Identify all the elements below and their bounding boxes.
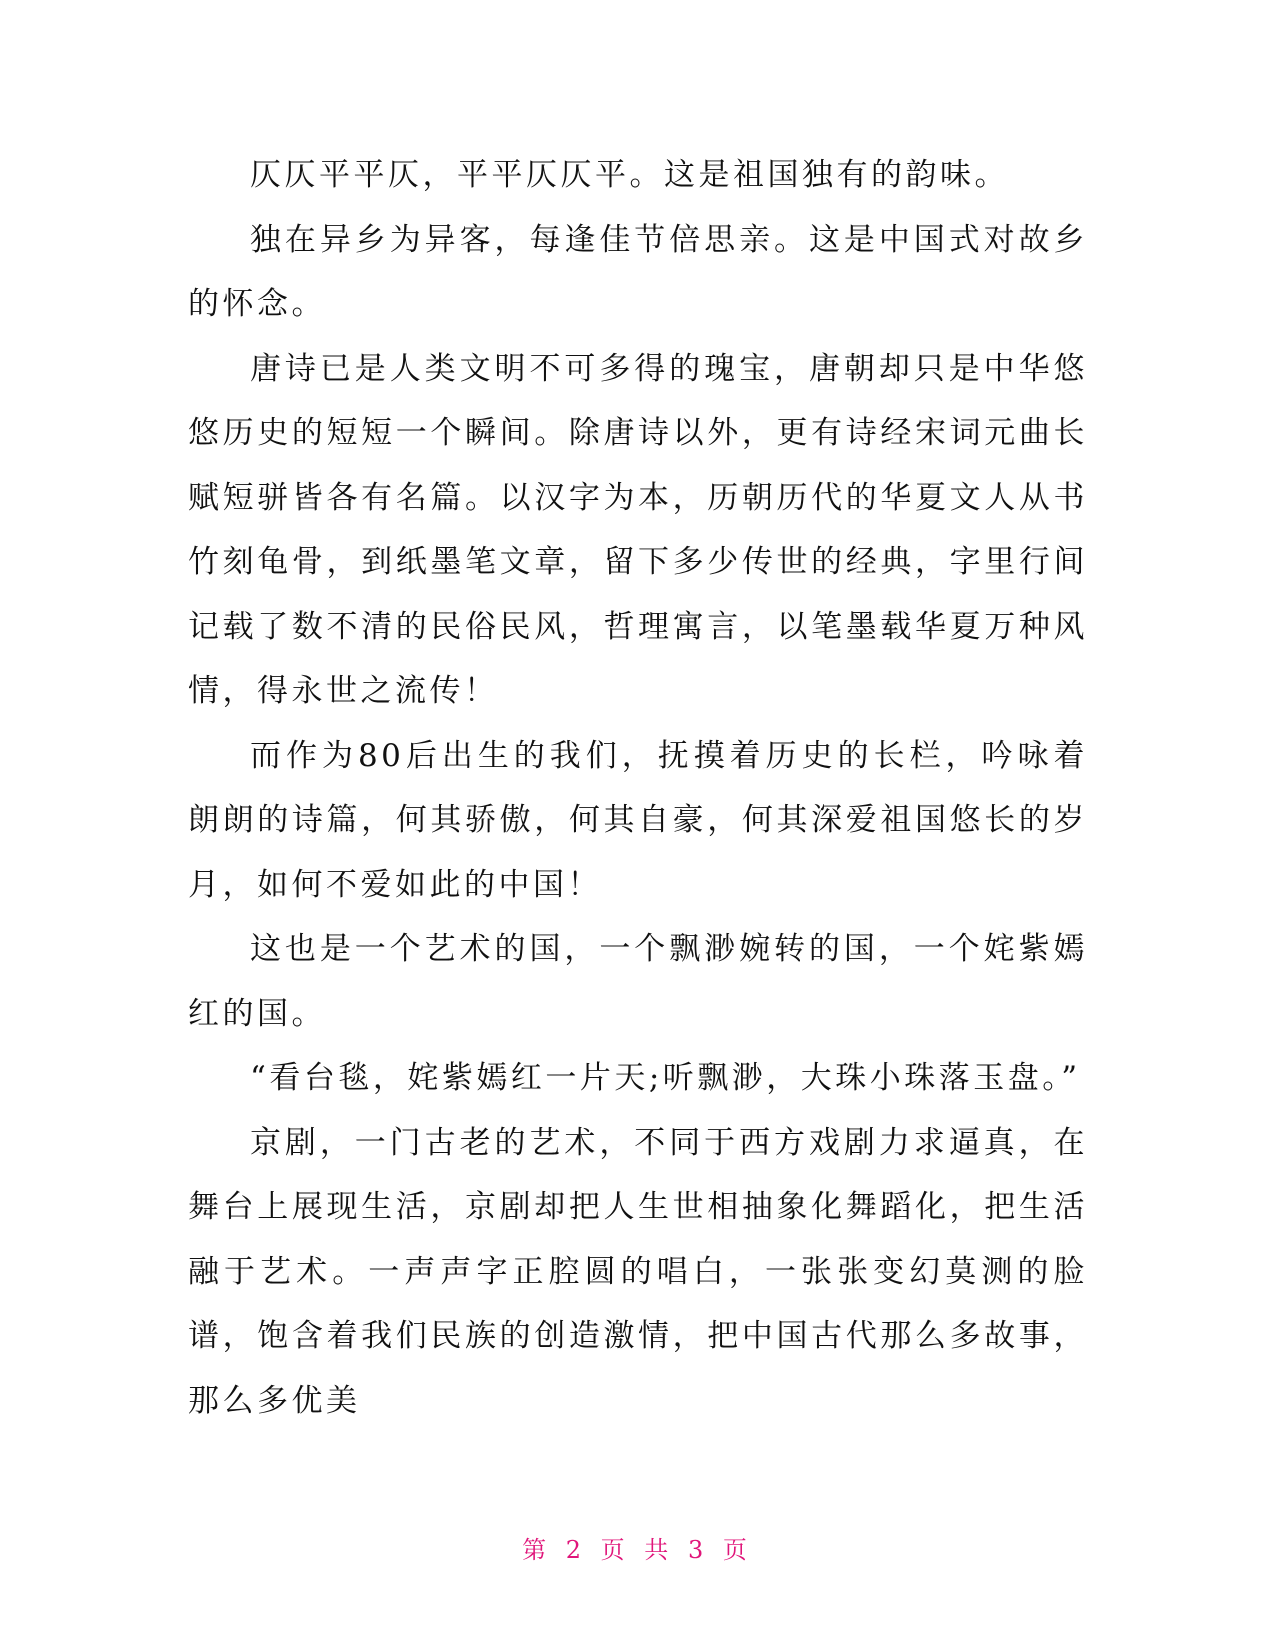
page-number-label: 第 2 页 共 3 页	[522, 1536, 753, 1564]
paragraph-5: 这也是一个艺术的国，一个飘渺婉转的国，一个姹紫嫣红的国。	[188, 931, 1088, 1032]
paragraph-2: 独在异乡为异客，每逢佳节倍思亲。这是中国式对故乡的怀念。	[188, 221, 1088, 322]
page-footer	[0, 1530, 1275, 1565]
paragraph-3: 唐诗已是人类文明不可多得的瑰宝，唐朝却只是中华悠悠历史的短短一个瞬间。除唐诗以外，更有诗经宋词元曲长赋短骈皆各有名篇。以汉字为本，历朝历代的华夏文人从书竹刻龟骨，到纸墨笔文章，留下多少传世的经典，字里行间记载了数不清的民俗民风，哲理寓言，以笔墨载华夏万种风情，得永世之流传！	[188, 350, 1088, 709]
paragraph-6-quote: “看台毯，姹紫嫣红一片天;听飘渺，大珠小珠落玉盘。”	[250, 1060, 1081, 1096]
paragraph-7: 京剧，一门古老的艺术，不同于西方戏剧力求逼真，在舞台上展现生活，京剧却把人生世相抽象化舞蹈化，把生活融于艺术。一声声字正腔圆的唱白，一张张变幻莫测的脸谱，饱含着我们民族的创造激情，把中国古代那么多故事，那么多优美	[188, 1124, 1088, 1419]
paragraph-1: 仄仄平平仄，平平仄仄平。这是祖国独有的韵味。	[250, 157, 1009, 193]
paragraph-4: 而作为80后出生的我们，抚摸着历史的长栏，吟咏着朗朗的诗篇，何其骄傲，何其自豪，何其深爱祖国悠长的岁月，如何不爱如此的中国！	[188, 737, 1088, 903]
document-body	[188, 143, 1088, 1433]
